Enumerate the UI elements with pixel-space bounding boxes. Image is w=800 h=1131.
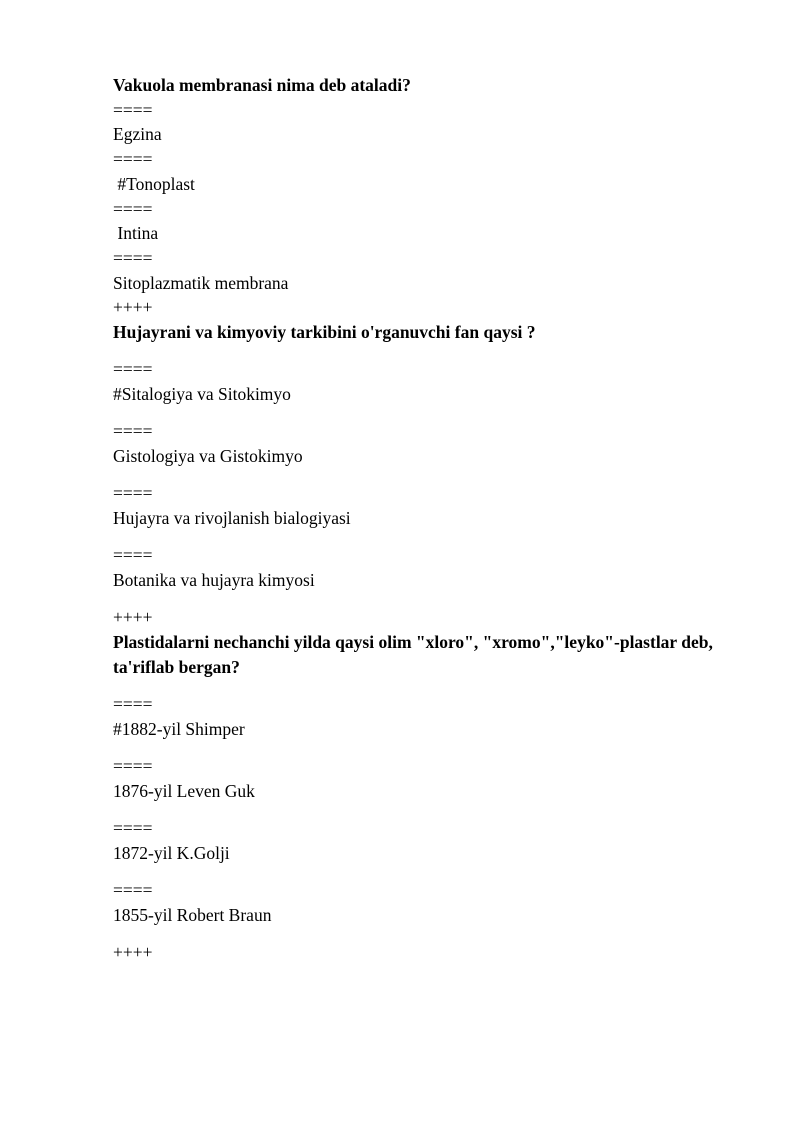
answer-separator: ====: [113, 421, 153, 442]
answer-text: 1872-yil K.Golji: [113, 842, 230, 863]
quiz-content: [113, 73, 733, 965]
answer-text: 1855-yil Robert Braun: [113, 904, 272, 925]
question-text: Vakuola membranasi nima deb ataladi?: [113, 75, 411, 95]
answer-text: #Sitalogiya va Sitokimyo: [113, 384, 291, 405]
answer-text: 1876-yil Leven Guk: [113, 780, 255, 801]
answer-separator: ====: [113, 198, 153, 219]
answer-text: Sitoplazmatik membrana: [113, 272, 289, 293]
answer-separator: ====: [113, 149, 153, 170]
answer-separator: ====: [113, 359, 153, 380]
answer-text: Egzina: [113, 124, 162, 145]
question-text: Plastidalarni nechanchi yilda qaysi olim "xloro", "xromo","leyko"-plastlar deb, ta'riflab bergan?: [113, 632, 718, 677]
question-separator: ++++: [113, 607, 153, 628]
answer-separator: ====: [113, 756, 153, 777]
question-text: Hujayrani va kimyoviy tarkibini o'rganuvchi fan qaysi ?: [113, 322, 536, 343]
answer-text: Botanika va hujayra kimyosi: [113, 570, 315, 591]
answer-separator: ====: [113, 247, 153, 268]
answer-separator: ====: [113, 818, 153, 839]
question-separator: ++++: [113, 297, 153, 318]
question-separator: ++++: [113, 942, 153, 963]
answer-text: Gistologiya va Gistokimyo: [113, 446, 303, 467]
answer-separator: ====: [113, 694, 153, 715]
answer-separator: ====: [113, 99, 153, 120]
answer-separator: ====: [113, 545, 153, 566]
answer-separator: ====: [113, 483, 153, 504]
answer-text: Intina: [113, 223, 159, 244]
answer-text: #1882-yil Shimper: [113, 718, 245, 739]
answer-separator: ====: [113, 880, 153, 901]
answer-text: #Tonoplast: [113, 173, 195, 194]
answer-text: Hujayra va rivojlanish bialogiyasi: [113, 508, 351, 529]
